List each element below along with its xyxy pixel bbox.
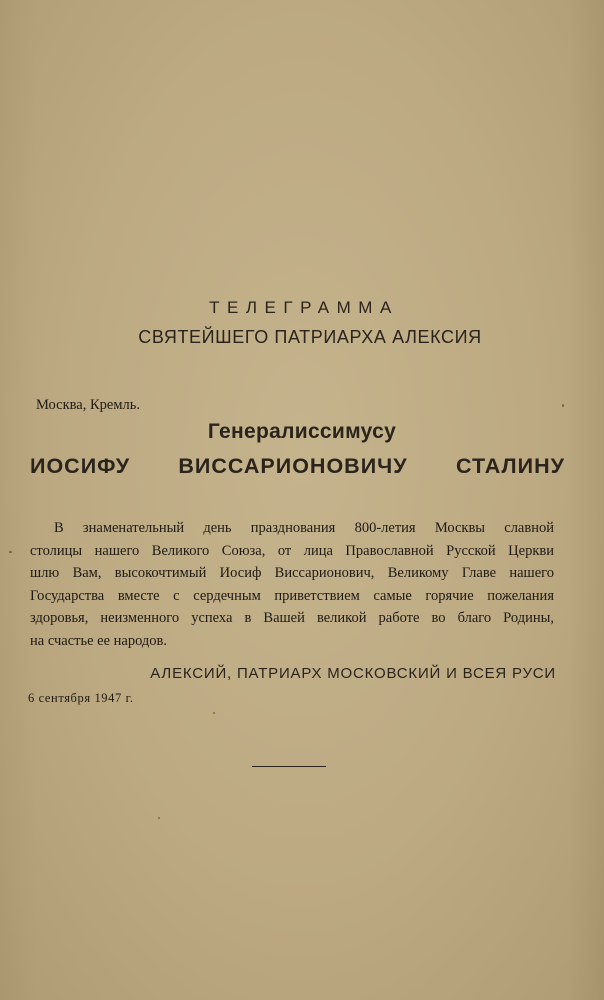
divider-rule	[252, 766, 326, 767]
body-line: на счастье ее народов.	[30, 632, 168, 649]
paper-speck	[562, 404, 564, 407]
recipient-title: Генералиссимусу	[207, 420, 397, 443]
signature-line: АЛЕКСИЙ, ПАТРИАРХ МОСКОВСКИЙ И ВСЕЯ РУСИ	[150, 665, 556, 682]
recipient-surname: СТАЛИНУ	[455, 454, 565, 478]
paper-speck	[158, 817, 160, 819]
body-line: здоровья, неизменного успеха в Вашей великой работе во благо Родины,	[30, 610, 554, 626]
body-line: шлю Вам, высокочтимый Иосиф Виссарионович, Великому Главе нашего	[30, 565, 554, 581]
sender-heading: СВЯТЕЙШЕГО ПАТРИАРХА АЛЕКСИЯ	[138, 327, 482, 347]
date-line: 6 сентября 1947 г.	[28, 691, 134, 705]
body-line: В знаменательный день празднования 800-летия Москвы славной	[54, 520, 554, 536]
body-line: столицы нашего Великого Союза, от лица Православной Русской Церкви	[30, 542, 554, 559]
paper-speck	[213, 712, 215, 714]
recipient-name	[30, 454, 565, 479]
recipient-first-name: ИОСИФУ	[30, 454, 131, 478]
telegram-heading: ТЕЛЕГРАММА	[209, 298, 399, 317]
paper-speck	[9, 551, 12, 553]
recipient-patronymic: ВИССАРИОНОВИЧУ	[178, 454, 408, 478]
telegram-body	[30, 517, 554, 652]
address-line: Москва, Кремль.	[36, 397, 140, 413]
body-line: Государства вместе с сердечным приветствием самые горячие пожелания	[30, 587, 554, 604]
